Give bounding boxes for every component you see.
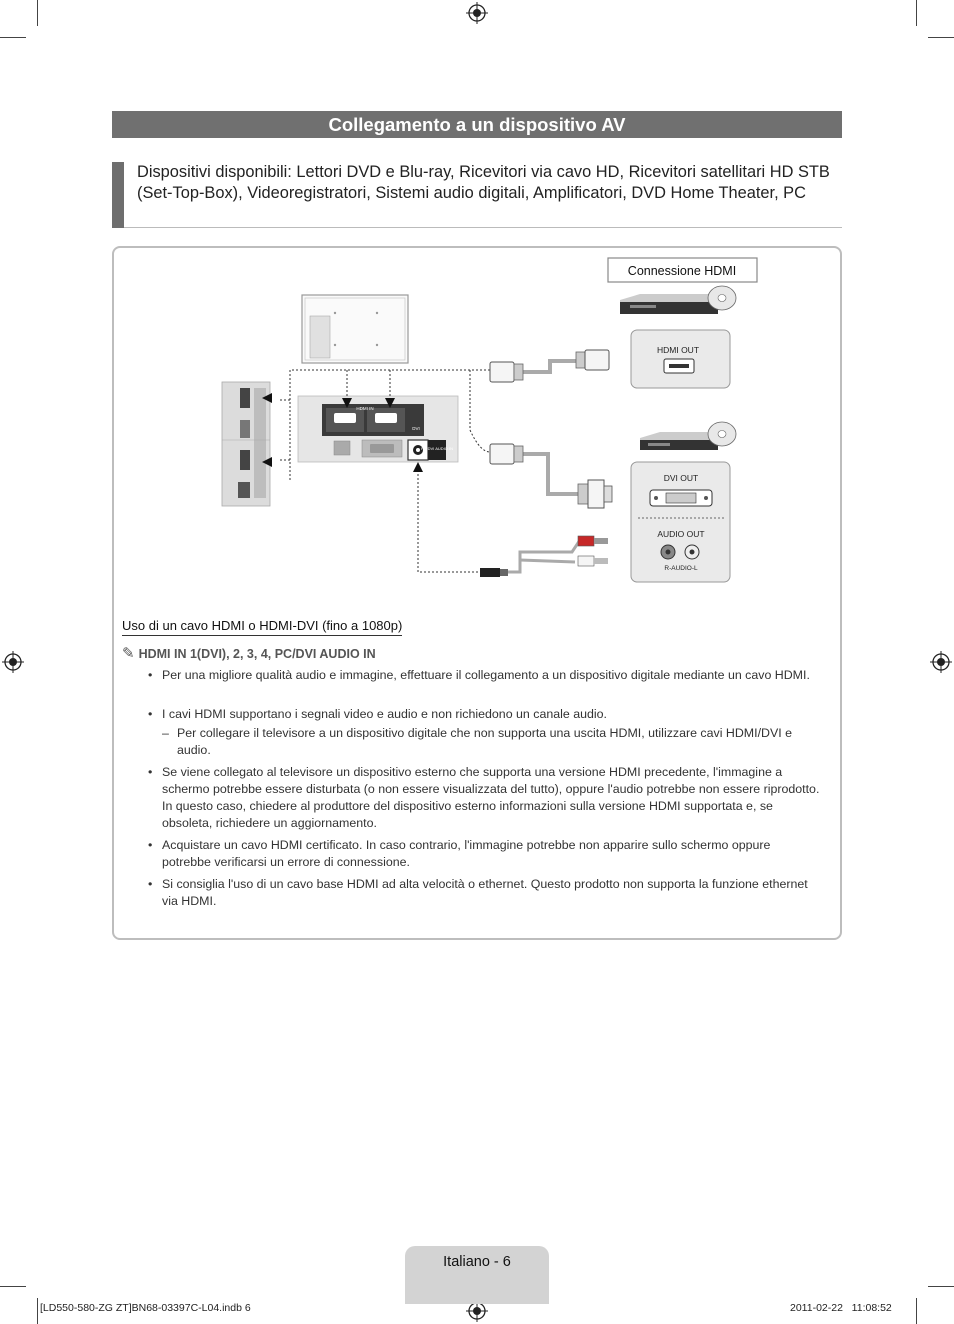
bullet-icon: • [148, 877, 153, 891]
crop-mark [916, 1298, 917, 1324]
dvi-panel-label: DVI [412, 426, 420, 431]
set-top-box-icon [640, 422, 736, 450]
crop-mark [928, 1286, 954, 1287]
hdmi-out-label: HDMI OUT [656, 345, 700, 355]
tv-side-panel [222, 382, 270, 506]
hdmi-dvi-cable-icon [490, 444, 612, 508]
connection-diagram [200, 252, 780, 592]
hdmi-cable-icon [490, 350, 609, 382]
registration-mark-icon [2, 651, 24, 673]
footer-filename: [LD550-580-ZG ZT]BN68-03397C-L04.indb 6 [40, 1302, 251, 1314]
tv-rear-connector-panel [298, 396, 458, 462]
crop-mark [916, 0, 917, 26]
note [122, 644, 376, 662]
crop-mark [928, 37, 954, 38]
r-audio-l-label: R-AUDIO-L [664, 565, 698, 572]
bullet-icon: • [148, 765, 153, 779]
audio-cable-icon [480, 536, 608, 577]
crop-mark [0, 37, 26, 38]
dvi-out-label: DVI OUT [663, 473, 699, 483]
cable-usage-heading: Uso di un cavo HDMI o HDMI-DVI (fino a 1080p) [122, 618, 402, 636]
page-number: Italiano - 6 [443, 1254, 511, 1270]
hdmi-in-panel-label: HDMI IN [356, 406, 374, 411]
connection-label-box [608, 258, 757, 282]
tv-rear-icon [302, 295, 408, 363]
bullet-icon: • [148, 838, 153, 852]
audio-out-label: AUDIO OUT [657, 529, 705, 539]
dash-icon: – [162, 726, 169, 740]
available-devices-text: Dispositivi disponibili: Lettori DVD e Blu-ray, Ricevitori via cavo HD, Ricevitori satellitari HD STB (Set-Top-Box), Videoregistratori, Sistemi audio digitali, Amplificatori, DVD Home Theater, PC [137, 163, 830, 202]
registration-mark-icon [930, 651, 952, 673]
pc-dvi-audio-in-panel-label: PC/DVI AUDIO IN [420, 446, 454, 451]
bullet-icon: • [148, 707, 153, 721]
page-title: Collegamento a un dispositivo AV [112, 111, 842, 138]
note-text: HDMI IN 1(DVI), 2, 3, 4, PC/DVI AUDIO IN [138, 647, 376, 661]
registration-mark-icon [466, 2, 488, 24]
connection-label: Connessione HDMI [627, 264, 737, 278]
dvd-player-icon [620, 286, 736, 314]
crop-mark [37, 1298, 38, 1324]
divider [124, 227, 842, 228]
accent-bar [112, 162, 124, 228]
hdmi-out-port-card [631, 330, 730, 388]
footer-timestamp: 2011-02-22 11:08:52 [790, 1302, 892, 1314]
bullet-icon: • [148, 668, 153, 682]
available-devices-block [112, 162, 842, 228]
pencil-note-icon: ✎ [122, 645, 135, 662]
crop-mark [0, 1286, 26, 1287]
page-number-tab [405, 1246, 549, 1304]
crop-mark [37, 0, 38, 26]
dvi-audio-out-port-card [631, 462, 730, 582]
